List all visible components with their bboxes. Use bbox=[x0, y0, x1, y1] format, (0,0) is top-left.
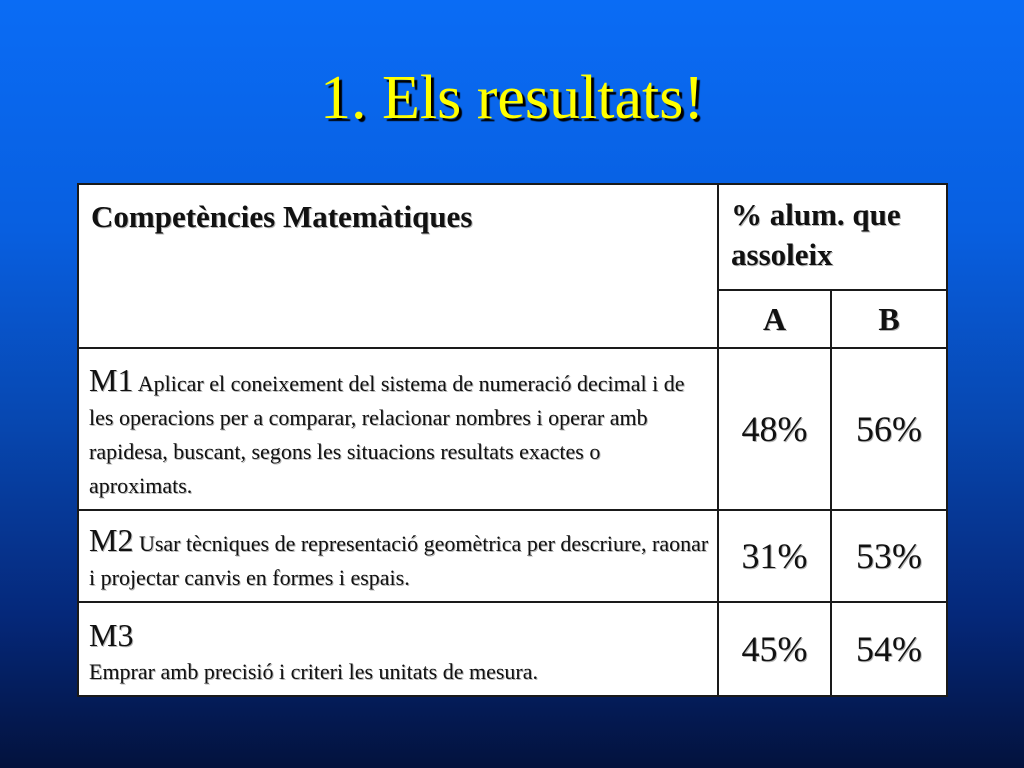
competency-cell bbox=[78, 348, 718, 510]
table-row bbox=[78, 602, 947, 696]
percent-a-cell: 48% bbox=[718, 348, 831, 510]
header-percent-students: % alum. que assoleix bbox=[718, 184, 947, 290]
header-competencies: Competències Matemàtiques bbox=[78, 184, 718, 348]
table-row bbox=[78, 348, 947, 510]
percent-a-cell: 45% bbox=[718, 602, 831, 696]
results-table bbox=[77, 183, 948, 697]
competency-description: Usar tècniques de representació geomètrica per descriure, raonar i projectar canvis en formes i espais. bbox=[89, 531, 709, 590]
percent-a-cell: 31% bbox=[718, 510, 831, 602]
competency-code: M1 bbox=[89, 362, 134, 398]
percent-b-cell: 53% bbox=[831, 510, 947, 602]
competency-cell bbox=[78, 602, 718, 696]
percent-b-cell: 54% bbox=[831, 602, 947, 696]
competency-code: M3 bbox=[89, 617, 134, 653]
competency-cell bbox=[78, 510, 718, 602]
table-header-row bbox=[78, 184, 947, 290]
competency-description: Aplicar el coneixement del sistema de numeració decimal i de les operacions per a comparar, relacionar nombres i operar amb rapidesa, buscant, segons les situacions resultats exactes o aproximats. bbox=[89, 371, 685, 498]
header-column-b: B bbox=[831, 290, 947, 348]
table-row bbox=[78, 510, 947, 602]
header-column-a: A bbox=[718, 290, 831, 348]
competency-description: Emprar amb precisió i criteri les unitats de mesura. bbox=[89, 659, 539, 684]
competency-code: M2 bbox=[89, 522, 134, 558]
percent-b-cell: 56% bbox=[831, 348, 947, 510]
slide-title: 1. Els resultats! bbox=[320, 64, 704, 132]
